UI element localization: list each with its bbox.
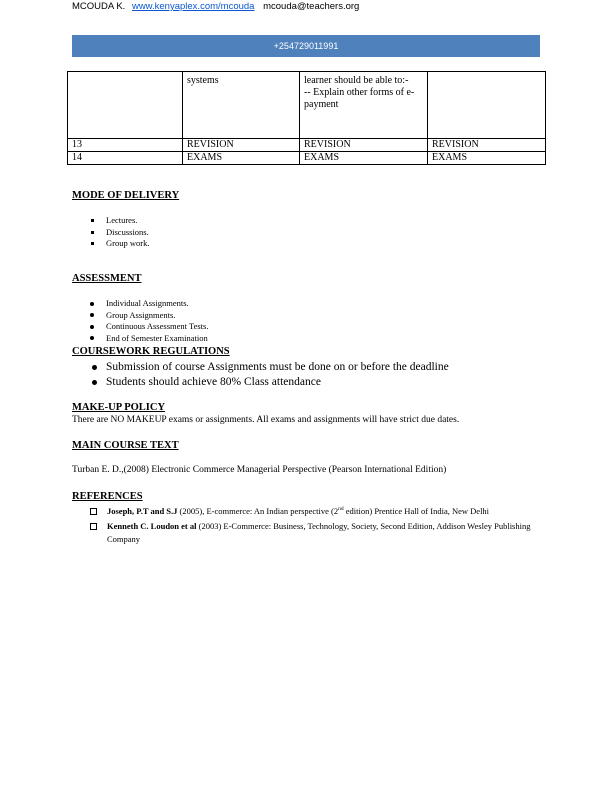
list-item: Lectures. [88,215,149,227]
table-cell: REVISION [183,139,300,152]
table-cell: systems [183,72,300,139]
author-name: MCOUDA K. [72,1,126,12]
list-item: Group work. [88,238,149,250]
main-text-heading: MAIN COURSE TEXT [72,440,179,451]
assessment-heading: ASSESSMENT [72,273,142,284]
makeup-text: There are NO MAKEUP exams or assignments. All exams and assignments will have strict due dates. [72,415,460,425]
website-link[interactable]: www.kenyaplex.com/mcouda [131,1,255,12]
table-cell: EXAMS [183,152,300,165]
reference-authors: Joseph, P.T and S.J [107,506,178,516]
schedule-table [67,71,546,165]
reference-item [88,520,543,546]
coursework-heading: COURSEWORK REGULATIONS [72,346,230,357]
delivery-list [88,215,149,250]
table-cell: REVISION [300,139,428,152]
list-item: Students should achieve 80% Class attendance [88,375,449,390]
references-list [88,505,543,548]
reference-item [88,505,543,518]
assessment-list [88,298,208,344]
email-text: mcouda@teachers.org [263,1,360,12]
list-item: Group Assignments. [88,310,208,322]
reference-text: edition) Prentice Hall of India, New Delhi [343,506,490,516]
reference-text: (2003) E-Commerce: Business, Technology, Society, Second Edition, Addison Wesley Publishing Company [107,521,531,544]
table-row [68,139,546,152]
table-cell: 13 [68,139,183,152]
list-item: Submission of course Assignments must be done on or before the deadline [88,360,449,375]
list-item: Continuous Assessment Tests. [88,321,208,333]
makeup-heading: MAKE-UP POLICY [72,402,166,413]
table-cell [68,72,183,139]
table-cell: EXAMS [428,152,546,165]
reference-authors: Kenneth C. Loudon et al [107,521,197,531]
phone-number: +254729011991 [273,41,339,51]
list-item: Discussions. [88,227,149,239]
table-cell: learner should be able to:- -- Explain other forms of e-payment [300,72,428,139]
table-row [68,152,546,165]
delivery-heading: MODE OF DELIVERY [72,190,180,201]
reference-sup: nd [338,506,344,513]
page-header [72,1,359,12]
references-heading: REFERENCES [72,491,143,502]
phone-banner [72,35,540,57]
main-text-citation: Turban E. D.,(2008) Electronic Commerce Managerial Perspective (Pearson International Edition) [72,465,447,475]
table-cell: EXAMS [300,152,428,165]
table-row [68,72,546,139]
table-cell [428,72,546,139]
table-cell: REVISION [428,139,546,152]
coursework-list [88,360,449,390]
reference-text: (2005), E-commerce: An Indian perspective (2 [177,506,339,516]
list-item: End of Semester Examination [88,333,208,345]
list-item: Individual Assignments. [88,298,208,310]
table-cell: 14 [68,152,183,165]
